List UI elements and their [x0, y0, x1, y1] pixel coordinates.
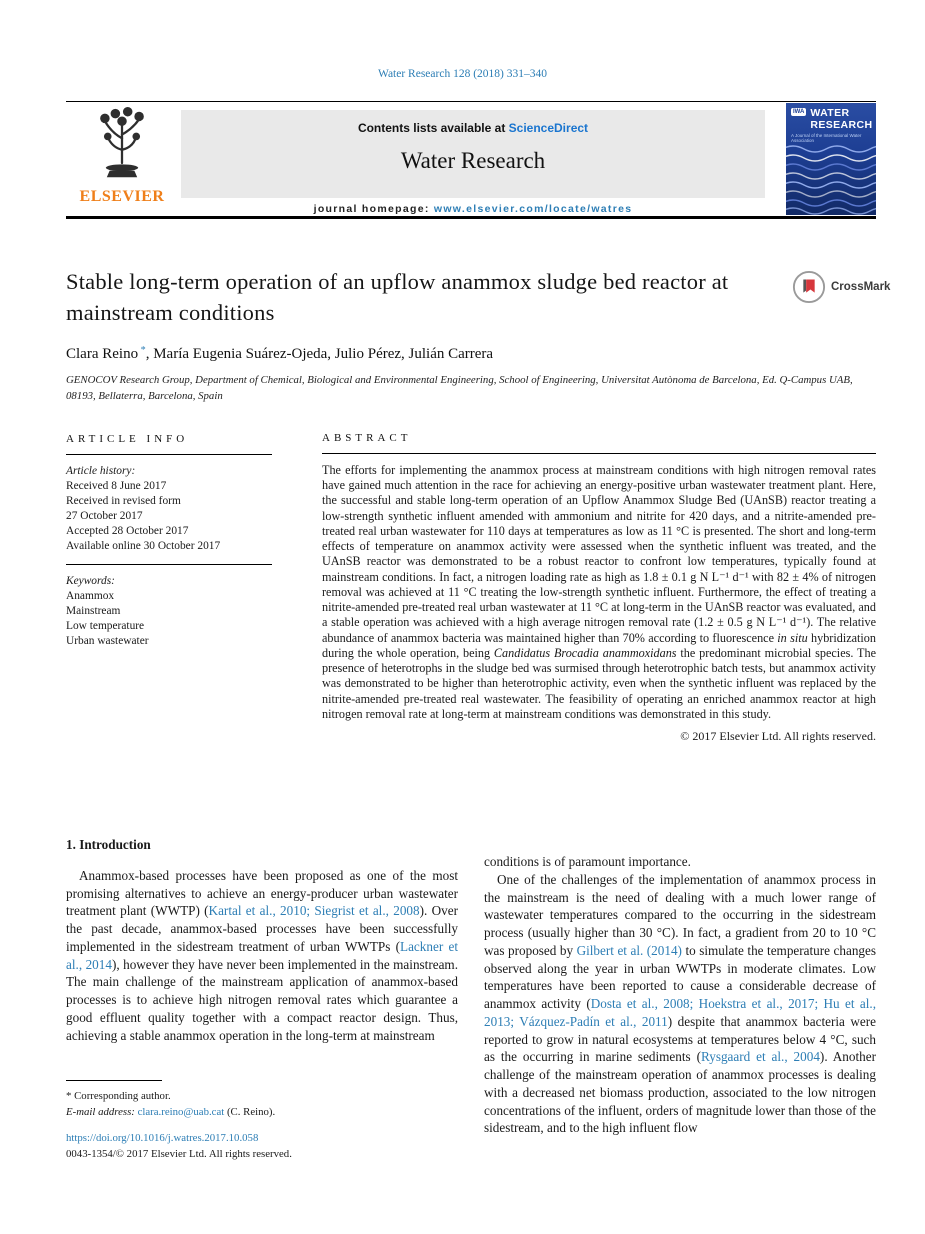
journal-cover [786, 103, 876, 215]
masthead [66, 102, 876, 216]
inline-link[interactable]: clara.reino@uab.cat [137, 1106, 225, 1119]
article-info-section [66, 432, 272, 649]
article-info-heading: ARTICLE INFO [66, 432, 272, 455]
inline-link[interactable]: Lackner et al., 2014 [66, 938, 458, 972]
elsevier-logo [66, 106, 178, 206]
inline-link[interactable]: Dosta et al., 2008; Hoekstra et al., 2017; Hu et al., 2013; Vázquez-Padín et al., 2011 [484, 996, 876, 1029]
issn-copyright-line: 0043-1354/© 2017 Elsevier Ltd. All rights reserved. [66, 1148, 292, 1161]
intro-paragraph-1: Anammox-based processes have been proposed as one of the most promising alternatives to achieve an energy-producer urban wastewater treatment plant (WWTP) (Kartal et al., 2010; Siegrist et al., 2008). Over the past decade, anammox-based processes have been successfully implemented in the sidestream treatment of urban WWTPs (Lackner et al., 2014), however they have never been implemented in the mainstream. The main challenge of the mainstream application of anammox-based processes is to achieve high nitrogen removal rates which guarantee a good effluent quality together with a compact reactor design. Thus, achieving a stable anammox operation in the long-term at mainstream [66, 867, 458, 1043]
keywords-block [66, 574, 272, 650]
footnote-block [66, 1080, 458, 1120]
header-bottom-rule [66, 216, 876, 219]
crossmark-label: CrossMark [831, 281, 891, 293]
contents-prefix: Contents lists available at [357, 121, 509, 135]
intro-paragraph-2: One of the challenges of the implementation of anammox process in the mainstream is the need of dealing with a much lower range of wastewater temperatures compared to the occurring in the sidestream process (usually higher than 30 °C). In fact, a gradient from 20 to 10 °C was proposed by Gilbert et al. (2014) to simulate the temperature changes observed along the year in urban WWTPs in moderate climates. Low temperatures have been reported to cause a considerable decrease of anammox activity (Dosta et al., 2008; Hoekstra et al., 2017; Hu et al., 2013; Vázquez-Padín et al., 2011) despite that anammox bacteria were reported to grow in natural ecosystems at temperatures below 4 °C, such as the occurring in marine sediments (Rysgaard et al., 2004). Another challenge of the mainstream operation of anammox processes is dealing with a decreased net biomass production, associated to the low nitrogen concentrations of the influent, orders of magnitude lower than those of the sidestream, and to the high influent flow [484, 871, 876, 1136]
sciencedirect-link[interactable]: ScienceDirect [508, 121, 589, 135]
contents-line [181, 110, 765, 135]
article-history-label: Article history: [66, 464, 136, 477]
abstract-copyright: © 2017 Elsevier Ltd. All rights reserved. [680, 729, 876, 743]
cover-subtitle: A Journal of the International Water Association [791, 132, 862, 143]
email-line: E-mail address: clara.reino@uab.cat (C. Reino). [66, 1106, 276, 1119]
homepage-link[interactable]: www.elsevier.com/locate/watres [433, 203, 633, 215]
elsevier-wordmark: ELSEVIER [79, 188, 165, 205]
iwa-logo: IWA [793, 109, 805, 115]
page-footer [66, 1130, 566, 1162]
crossmark-badge[interactable] [792, 270, 890, 304]
elsevier-tree-icon [90, 106, 154, 182]
journal-title: Water Research [400, 148, 546, 173]
abstract-section [322, 432, 876, 744]
article-history [66, 464, 272, 565]
corresponding-author-note: * Corresponding author. [66, 1090, 171, 1102]
footnote-rule [66, 1080, 162, 1081]
keywords-list: Anammox Mainstream Low temperature Urban wastewater [66, 589, 149, 648]
journal-homepage-line [181, 203, 765, 215]
inline-link[interactable]: * [138, 345, 146, 357]
inline-link[interactable]: Rysgaard et al., 2004 [700, 1049, 820, 1065]
abstract-text: The efforts for implementing the anammox process at mainstream conditions with high nitrogen removal rates have gained much attention in the race for achieving an energy-positive urban wastewater treatment plant. Here, the successful and stable long-term operation of an Upflow Anammox Sludge Bed (UAnSB) reactor treating a low-strength synthetic influent amended with ammonium and nitrite for 420 days, and a nitrite-amended pre-treated real urban wastewater for 110 days at temperatures as low as 11 °C is presented. The short and long-term effects of temperature on anammox activity were assessed when the synthetic influent was treated, and the UAnSB reactor was demonstrated to be a robust reactor to confront low temperatures, typically found at mainstream conditions. In fact, a nitrogen loading rate as high as 1.8 ± 0.1 g N L⁻¹ d⁻¹ with 82 ± 4% of nitrogen removal was achieved at 11 °C treating the low-strength synthetic influent. Furthermore, the effect of treating a nitrite-amended pre-treated real urban wastewater at 11 °C at long-term in the UAnSB reactor was evaluated, and a stable operation was achieved with a high average nitrogen removal rate (1.2 ± 0.5 g N L⁻¹ d⁻¹). The relative abundance of anammox bacteria was maintained higher than 70% according to fluorescence in situ hybridization during the whole operation, being Candidatus Brocadia anammoxidans the predominant microbial species. The presence of heterotrophs in the sludge bed was surmised through heterotrophic batch tests, but anammox activity was demonstrated to be higher than heterotrophic activity, even when the synthetic influent was replaced by the nitrite-amended pre-treated real wastewater. The feasibility of operating an enriched anammox reactor at high nitrogen removal rate at long-term at mainstream conditions was demonstrated in this study. [322, 462, 876, 721]
inline-link[interactable]: Kartal et al., 2010; Siegrist et al., 2008 [208, 903, 420, 919]
cover-title: WATER RESEARCH [810, 107, 873, 131]
inline-link[interactable]: Gilbert et al. (2014) [576, 942, 682, 958]
section-heading-introduction: 1. Introduction [66, 837, 151, 852]
affiliation: GENOCOV Research Group, Department of Chemical, Biological and Environmental Engineering, School of Engineering, Universitat Autònoma de Barcelona, Ed. Q-Campus UAB, 08193, Bellaterra, Barcelona, Spain [66, 374, 853, 403]
authors-line: Clara Reino *, María Eugenia Suárez-Ojeda, Julio Pérez, Julián Carrera [66, 345, 494, 362]
journal-banner [181, 110, 765, 198]
article-title: Stable long-term operation of an upflow anammox sludge bed reactor at mainstream conditions [66, 269, 729, 326]
journal-citation[interactable]: Water Research 128 (2018) 331–340 [378, 68, 547, 80]
abstract-heading: ABSTRACT [322, 432, 876, 454]
article-history-lines: Received 8 June 2017 Received in revised form 27 October 2017 Accepted 28 October 2017 Available online 30 October 2017 [66, 479, 221, 553]
body-column-right [484, 836, 876, 1137]
keywords-label: Keywords: [66, 574, 115, 587]
homepage-prefix: journal homepage: [313, 203, 434, 215]
intro-paragraph-1-continued: conditions is of paramount importance. [484, 854, 691, 869]
crossmark-icon [792, 270, 826, 304]
doi-link[interactable]: https://doi.org/10.1016/j.watres.2017.10.058 [66, 1132, 259, 1144]
cover-waves-icon [786, 141, 876, 215]
